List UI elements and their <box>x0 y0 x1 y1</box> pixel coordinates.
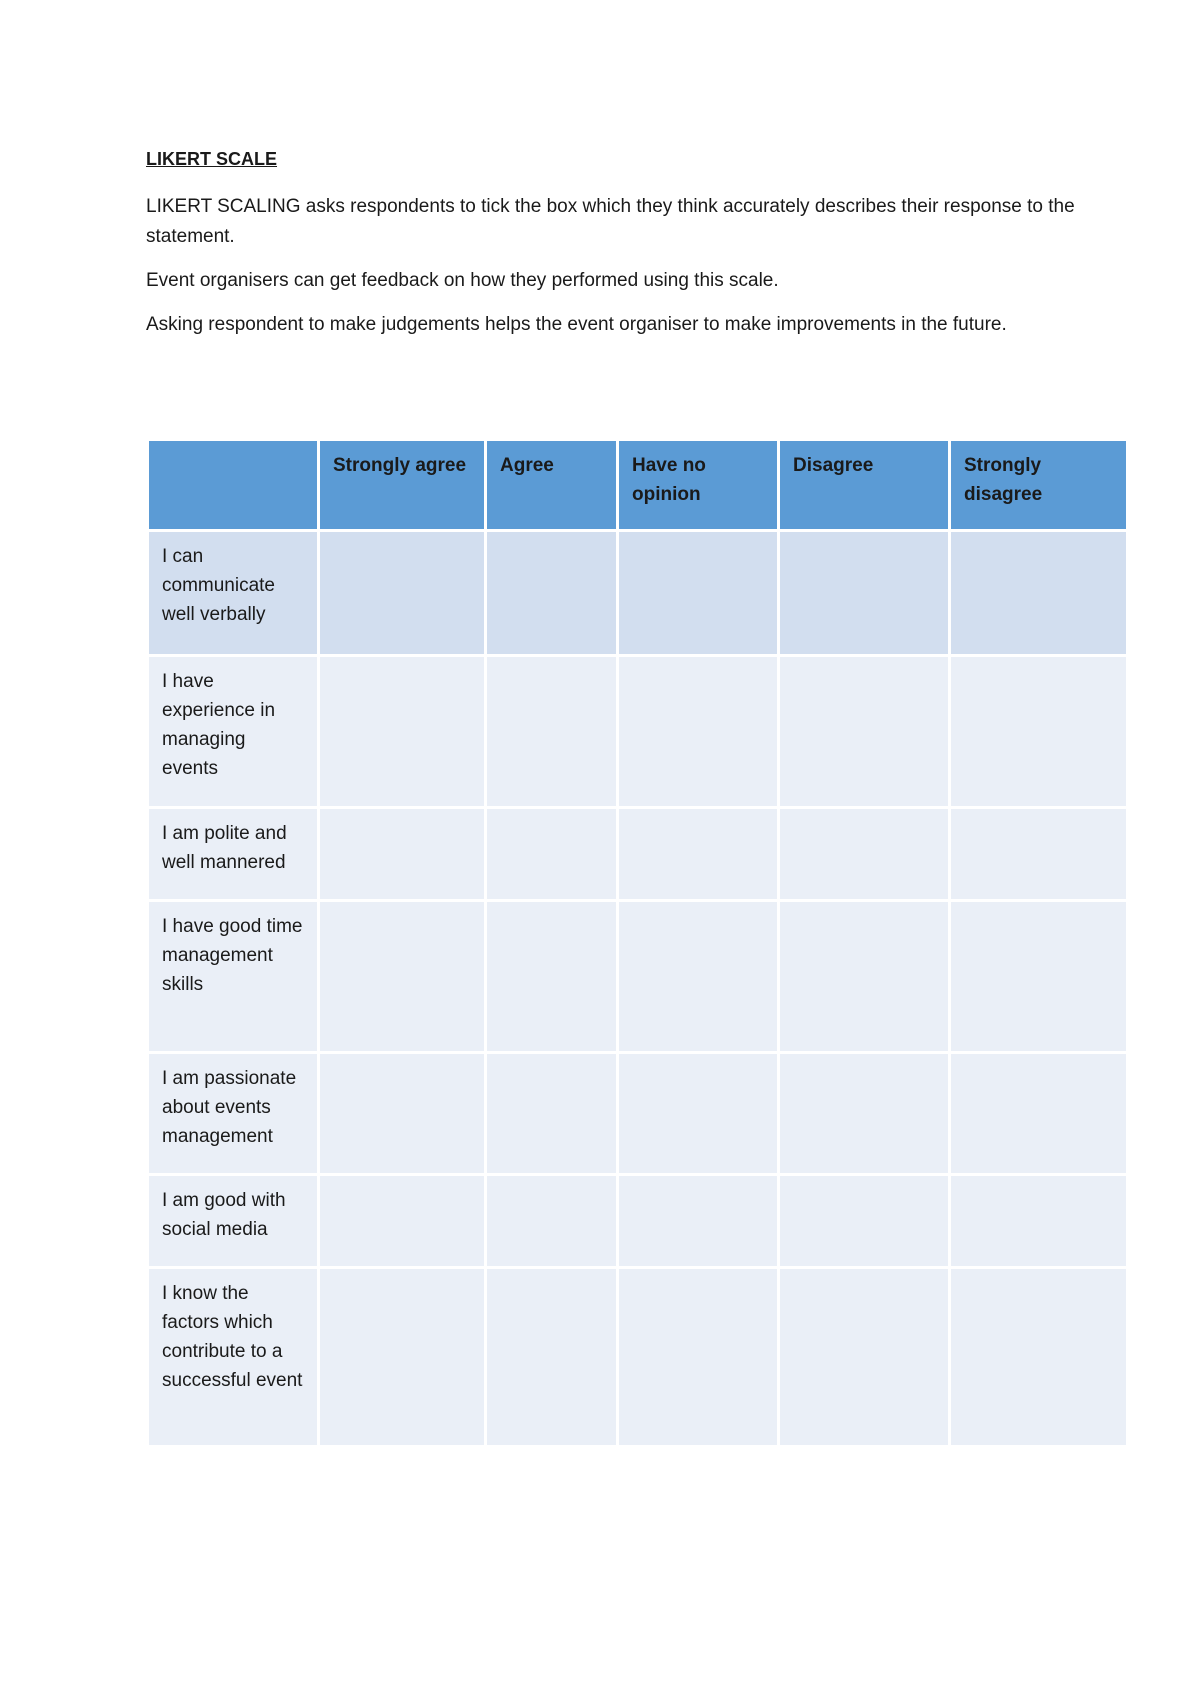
response-cell-strongly-disagree[interactable] <box>951 1176 1126 1266</box>
table-row <box>149 1269 1126 1445</box>
statement-cell: I have good time management skills <box>149 902 317 1051</box>
document-body <box>146 146 1106 354</box>
response-cell-strongly-agree[interactable] <box>320 809 484 899</box>
statement-cell: I am polite and well mannered <box>149 809 317 899</box>
response-cell-strongly-agree[interactable] <box>320 657 484 806</box>
response-cell-strongly-disagree[interactable] <box>951 902 1126 1051</box>
response-cell-disagree[interactable] <box>780 1054 948 1173</box>
likert-table <box>146 438 1129 1448</box>
response-cell-no-opinion[interactable] <box>619 657 777 806</box>
table-row <box>149 809 1126 899</box>
response-cell-disagree[interactable] <box>780 1269 948 1445</box>
response-cell-disagree[interactable] <box>780 657 948 806</box>
response-cell-no-opinion[interactable] <box>619 532 777 654</box>
response-cell-no-opinion[interactable] <box>619 809 777 899</box>
statement-cell: I am passionate about events management <box>149 1054 317 1173</box>
response-cell-disagree[interactable] <box>780 532 948 654</box>
response-cell-agree[interactable] <box>487 1269 616 1445</box>
response-cell-strongly-disagree[interactable] <box>951 1054 1126 1173</box>
response-cell-strongly-disagree[interactable] <box>951 809 1126 899</box>
response-cell-disagree[interactable] <box>780 809 948 899</box>
response-cell-strongly-agree[interactable] <box>320 1176 484 1266</box>
header-no-opinion: Have no opinion <box>619 441 777 529</box>
response-cell-no-opinion[interactable] <box>619 902 777 1051</box>
response-cell-no-opinion[interactable] <box>619 1054 777 1173</box>
response-cell-no-opinion[interactable] <box>619 1176 777 1266</box>
response-cell-agree[interactable] <box>487 809 616 899</box>
response-cell-agree[interactable] <box>487 1054 616 1173</box>
response-cell-disagree[interactable] <box>780 902 948 1051</box>
intro-paragraph: LIKERT SCALING asks respondents to tick the box which they think accurately describes their response to the statement. <box>146 196 1075 247</box>
response-cell-strongly-disagree[interactable] <box>951 657 1126 806</box>
response-cell-strongly-disagree[interactable] <box>951 1269 1126 1445</box>
response-cell-no-opinion[interactable] <box>619 1269 777 1445</box>
header-statement <box>149 441 317 529</box>
response-cell-agree[interactable] <box>487 532 616 654</box>
header-strongly-agree: Strongly agree <box>320 441 484 529</box>
table-header-row <box>149 441 1126 529</box>
response-cell-strongly-agree[interactable] <box>320 1269 484 1445</box>
judgement-paragraph: Asking respondent to make judgements helps the event organiser to make improvements in the future. <box>146 314 1007 335</box>
table-row <box>149 532 1126 654</box>
response-cell-strongly-agree[interactable] <box>320 532 484 654</box>
feedback-paragraph: Event organisers can get feedback on how they performed using this scale. <box>146 270 779 291</box>
statement-cell: I know the factors which contribute to a successful event <box>149 1269 317 1445</box>
table-row <box>149 1176 1126 1266</box>
table-row <box>149 902 1126 1051</box>
response-cell-agree[interactable] <box>487 902 616 1051</box>
response-cell-strongly-agree[interactable] <box>320 1054 484 1173</box>
statement-cell: I am good with social media <box>149 1176 317 1266</box>
response-cell-strongly-disagree[interactable] <box>951 532 1126 654</box>
table-row <box>149 657 1126 806</box>
response-cell-disagree[interactable] <box>780 1176 948 1266</box>
table-row <box>149 1054 1126 1173</box>
header-disagree: Disagree <box>780 441 948 529</box>
statement-cell: I have experience in managing events <box>149 657 317 806</box>
header-agree: Agree <box>487 441 616 529</box>
statement-cell: I can communicate well verbally <box>149 532 317 654</box>
response-cell-agree[interactable] <box>487 1176 616 1266</box>
document-title: LIKERT SCALE <box>146 149 278 169</box>
response-cell-agree[interactable] <box>487 657 616 806</box>
header-strongly-disagree: Strongly disagree <box>951 441 1126 529</box>
response-cell-strongly-agree[interactable] <box>320 902 484 1051</box>
